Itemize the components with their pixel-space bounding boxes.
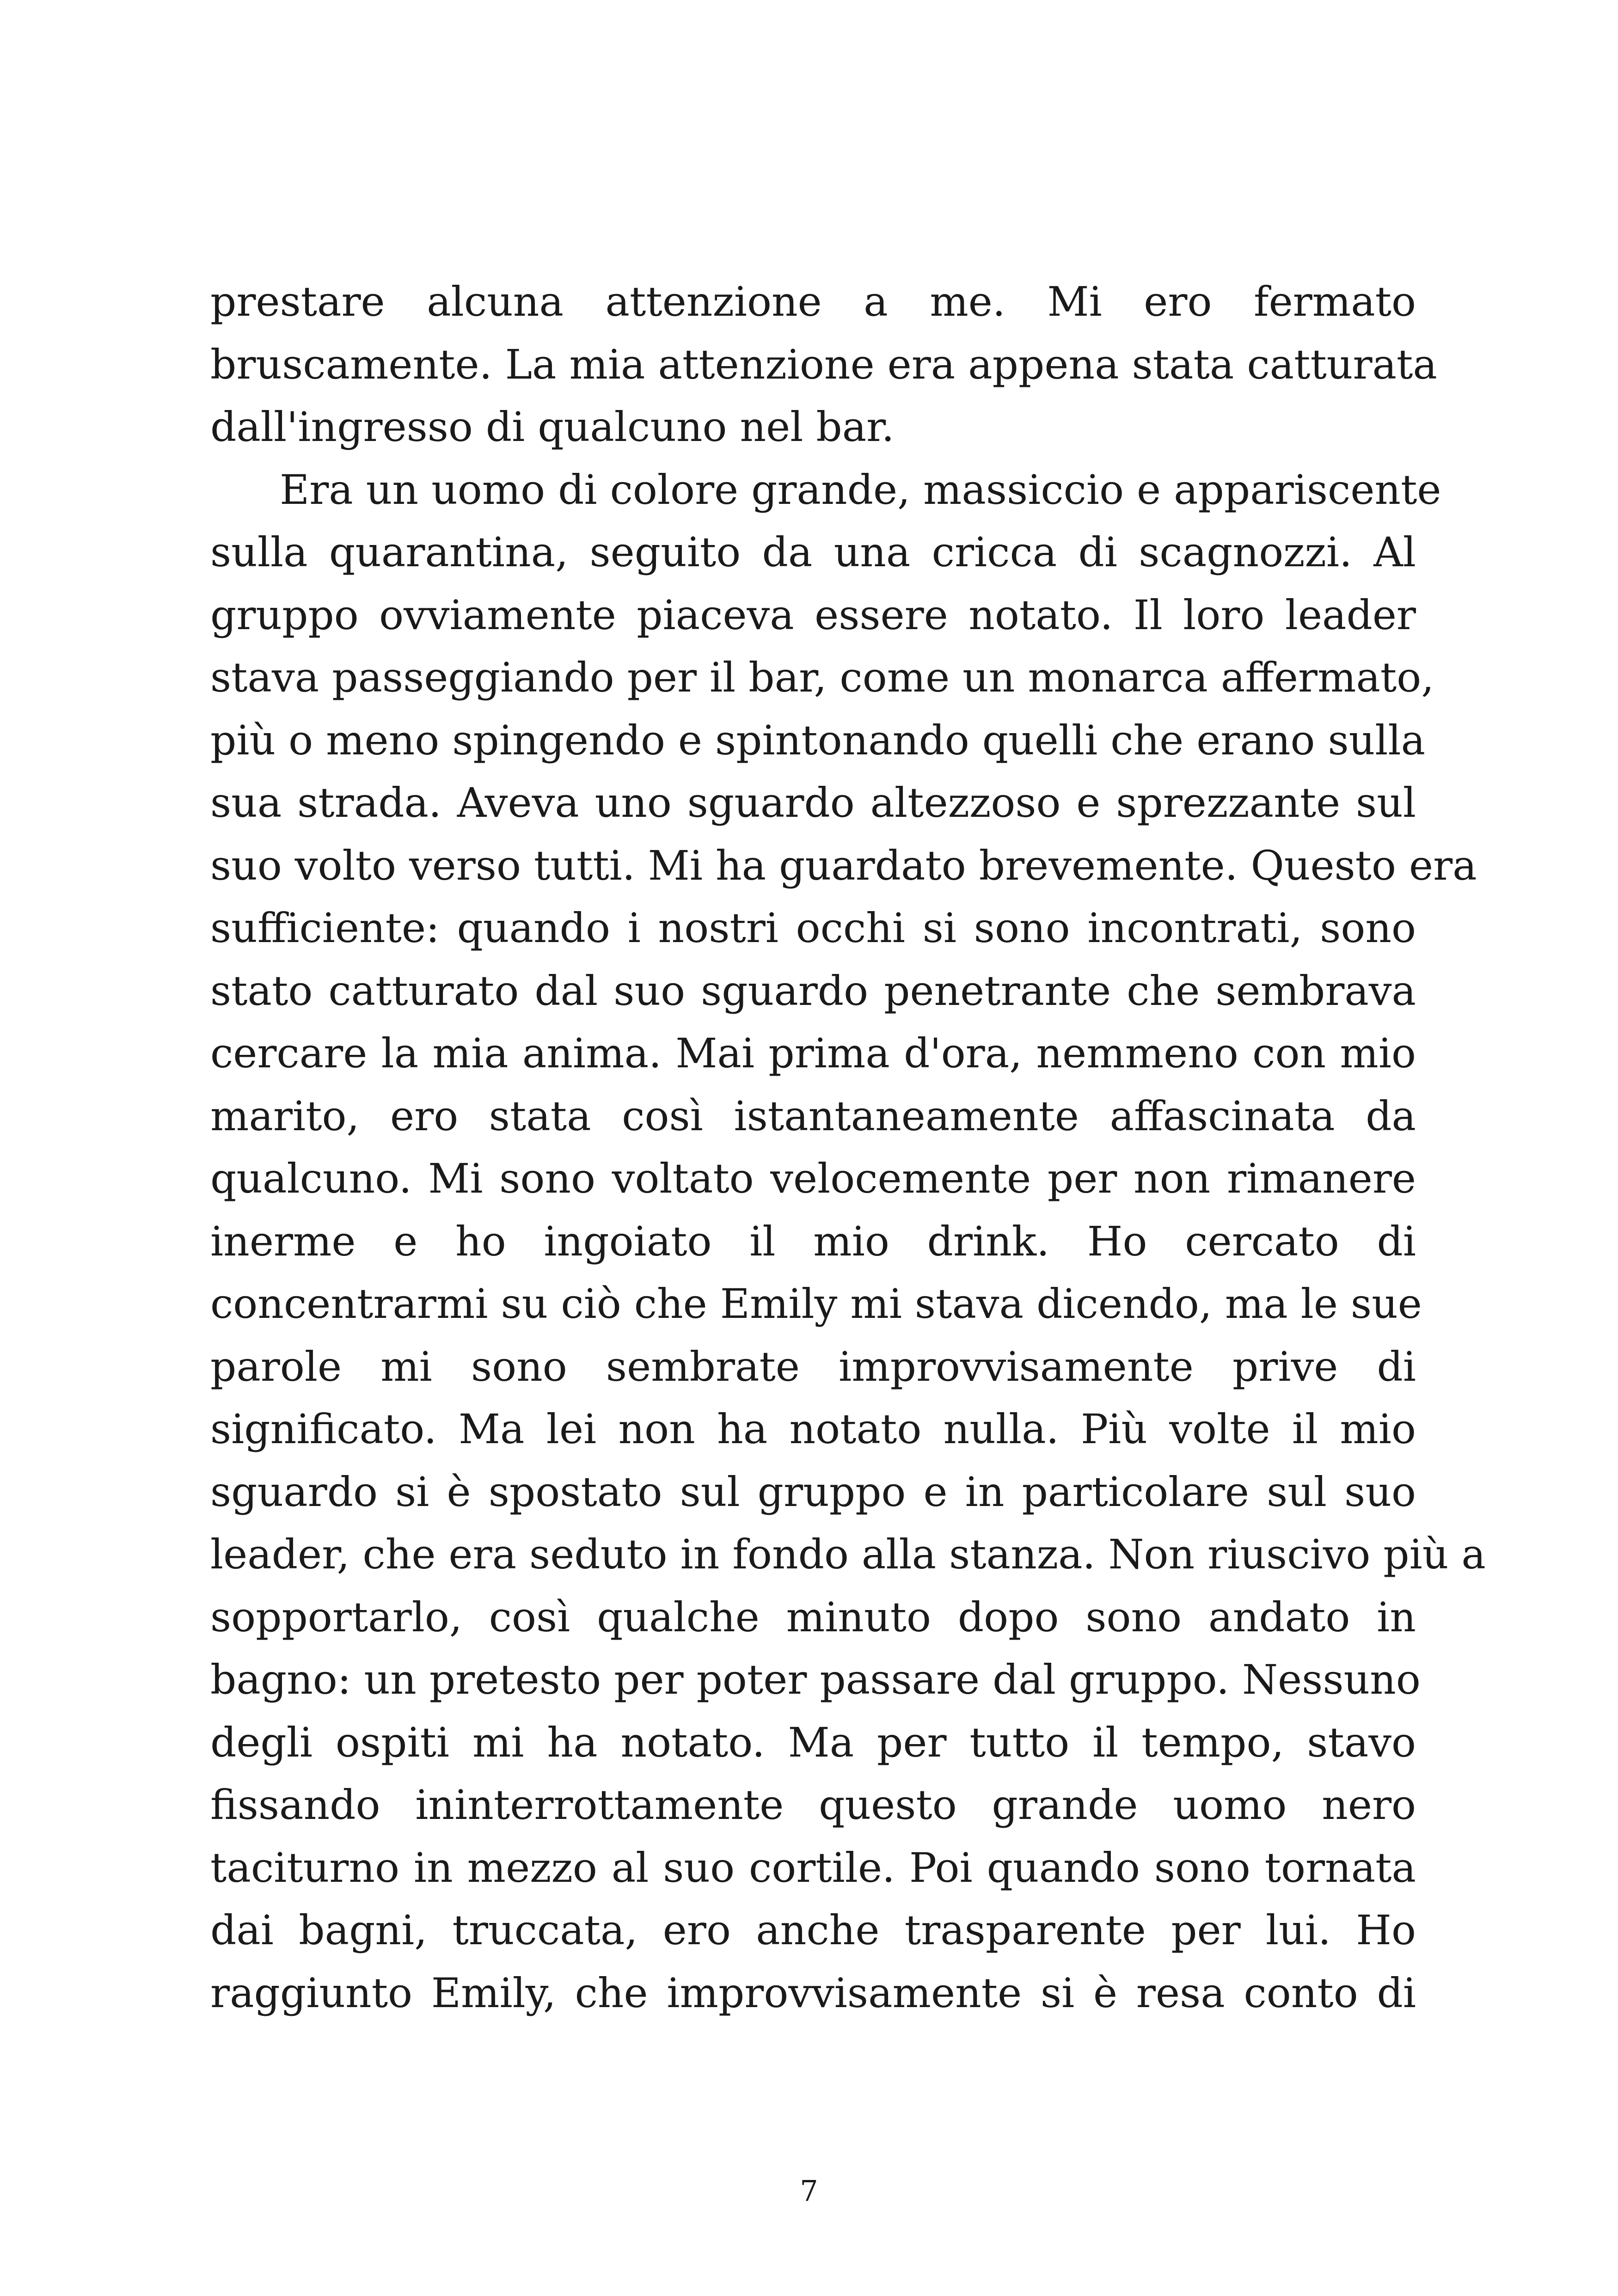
text-line: sulla quarantina, seguito da una cricca di scagnozzi. Al [210, 528, 1416, 576]
text-line: suo volto verso tutti. Mi ha guardato brevemente. Questo era [210, 841, 1477, 889]
text-line: concentrarmi su ciò che Emily mi stava dicendo, ma le sue [210, 1280, 1422, 1328]
text-line: bruscamente. La mia attenzione era appena stata catturata [210, 340, 1437, 388]
text-line: dai bagni, truccata, ero anche trasparente per lui. Ho [210, 1906, 1416, 1954]
body-text [210, 270, 1486, 2024]
text-line: Era un uomo di colore grande, massiccio e appariscente [280, 465, 1441, 514]
text-line: significato. Ma lei non ha notato nulla. Più volte il mio [210, 1405, 1416, 1453]
page-number: 7 [800, 2174, 818, 2208]
text-line: gruppo ovviamente piaceva essere notato. Il loro leader [210, 591, 1416, 639]
text-line: stato catturato dal suo sguardo penetrante che sembrava [210, 967, 1416, 1015]
text-line: sguardo si è spostato sul gruppo e in particolare sul suo [210, 1468, 1416, 1516]
text-line: stava passeggiando per il bar, come un monarca affermato, [210, 654, 1434, 701]
text-line: fissando ininterrottamente questo grande uomo nero [210, 1781, 1416, 1829]
text-line: sufficiente: quando i nostri occhi si sono incontrati, sono [210, 904, 1416, 952]
text-line: dall'ingresso di qualcuno nel bar. [210, 403, 895, 451]
text-line: leader, che era seduto in fondo alla stanza. Non riuscivo più a [210, 1531, 1486, 1578]
text-line: parole mi sono sembrate improvvisamente prive di [210, 1342, 1416, 1390]
text-line: sua strada. Aveva uno sguardo altezzoso e sprezzante sul [210, 779, 1416, 827]
text-line: taciturno in mezzo al suo cortile. Poi quando sono tornata [210, 1843, 1416, 1892]
text-line: raggiunto Emily, che improvvisamente si è resa conto di [210, 1969, 1416, 2017]
text-line: inerme e ho ingoiato il mio drink. Ho cercato di [210, 1217, 1416, 1265]
text-line: qualcuno. Mi sono voltato velocemente per non rimanere [210, 1155, 1416, 1202]
text-line: degli ospiti mi ha notato. Ma per tutto il tempo, stavo [210, 1718, 1416, 1766]
text-line: cercare la mia anima. Mai prima d'ora, nemmeno con mio [210, 1029, 1416, 1077]
text-line: marito, ero stata così istantaneamente affascinata da [210, 1092, 1416, 1140]
text-line: più o meno spingendo e spintonando quelli che erano sulla [210, 716, 1426, 764]
text-line: prestare alcuna attenzione a me. Mi ero fermato [210, 278, 1416, 325]
text-line: bagno: un pretesto per poter passare dal gruppo. Nessuno [210, 1656, 1421, 1703]
text-line: sopportarlo, così qualche minuto dopo sono andato in [210, 1593, 1416, 1641]
